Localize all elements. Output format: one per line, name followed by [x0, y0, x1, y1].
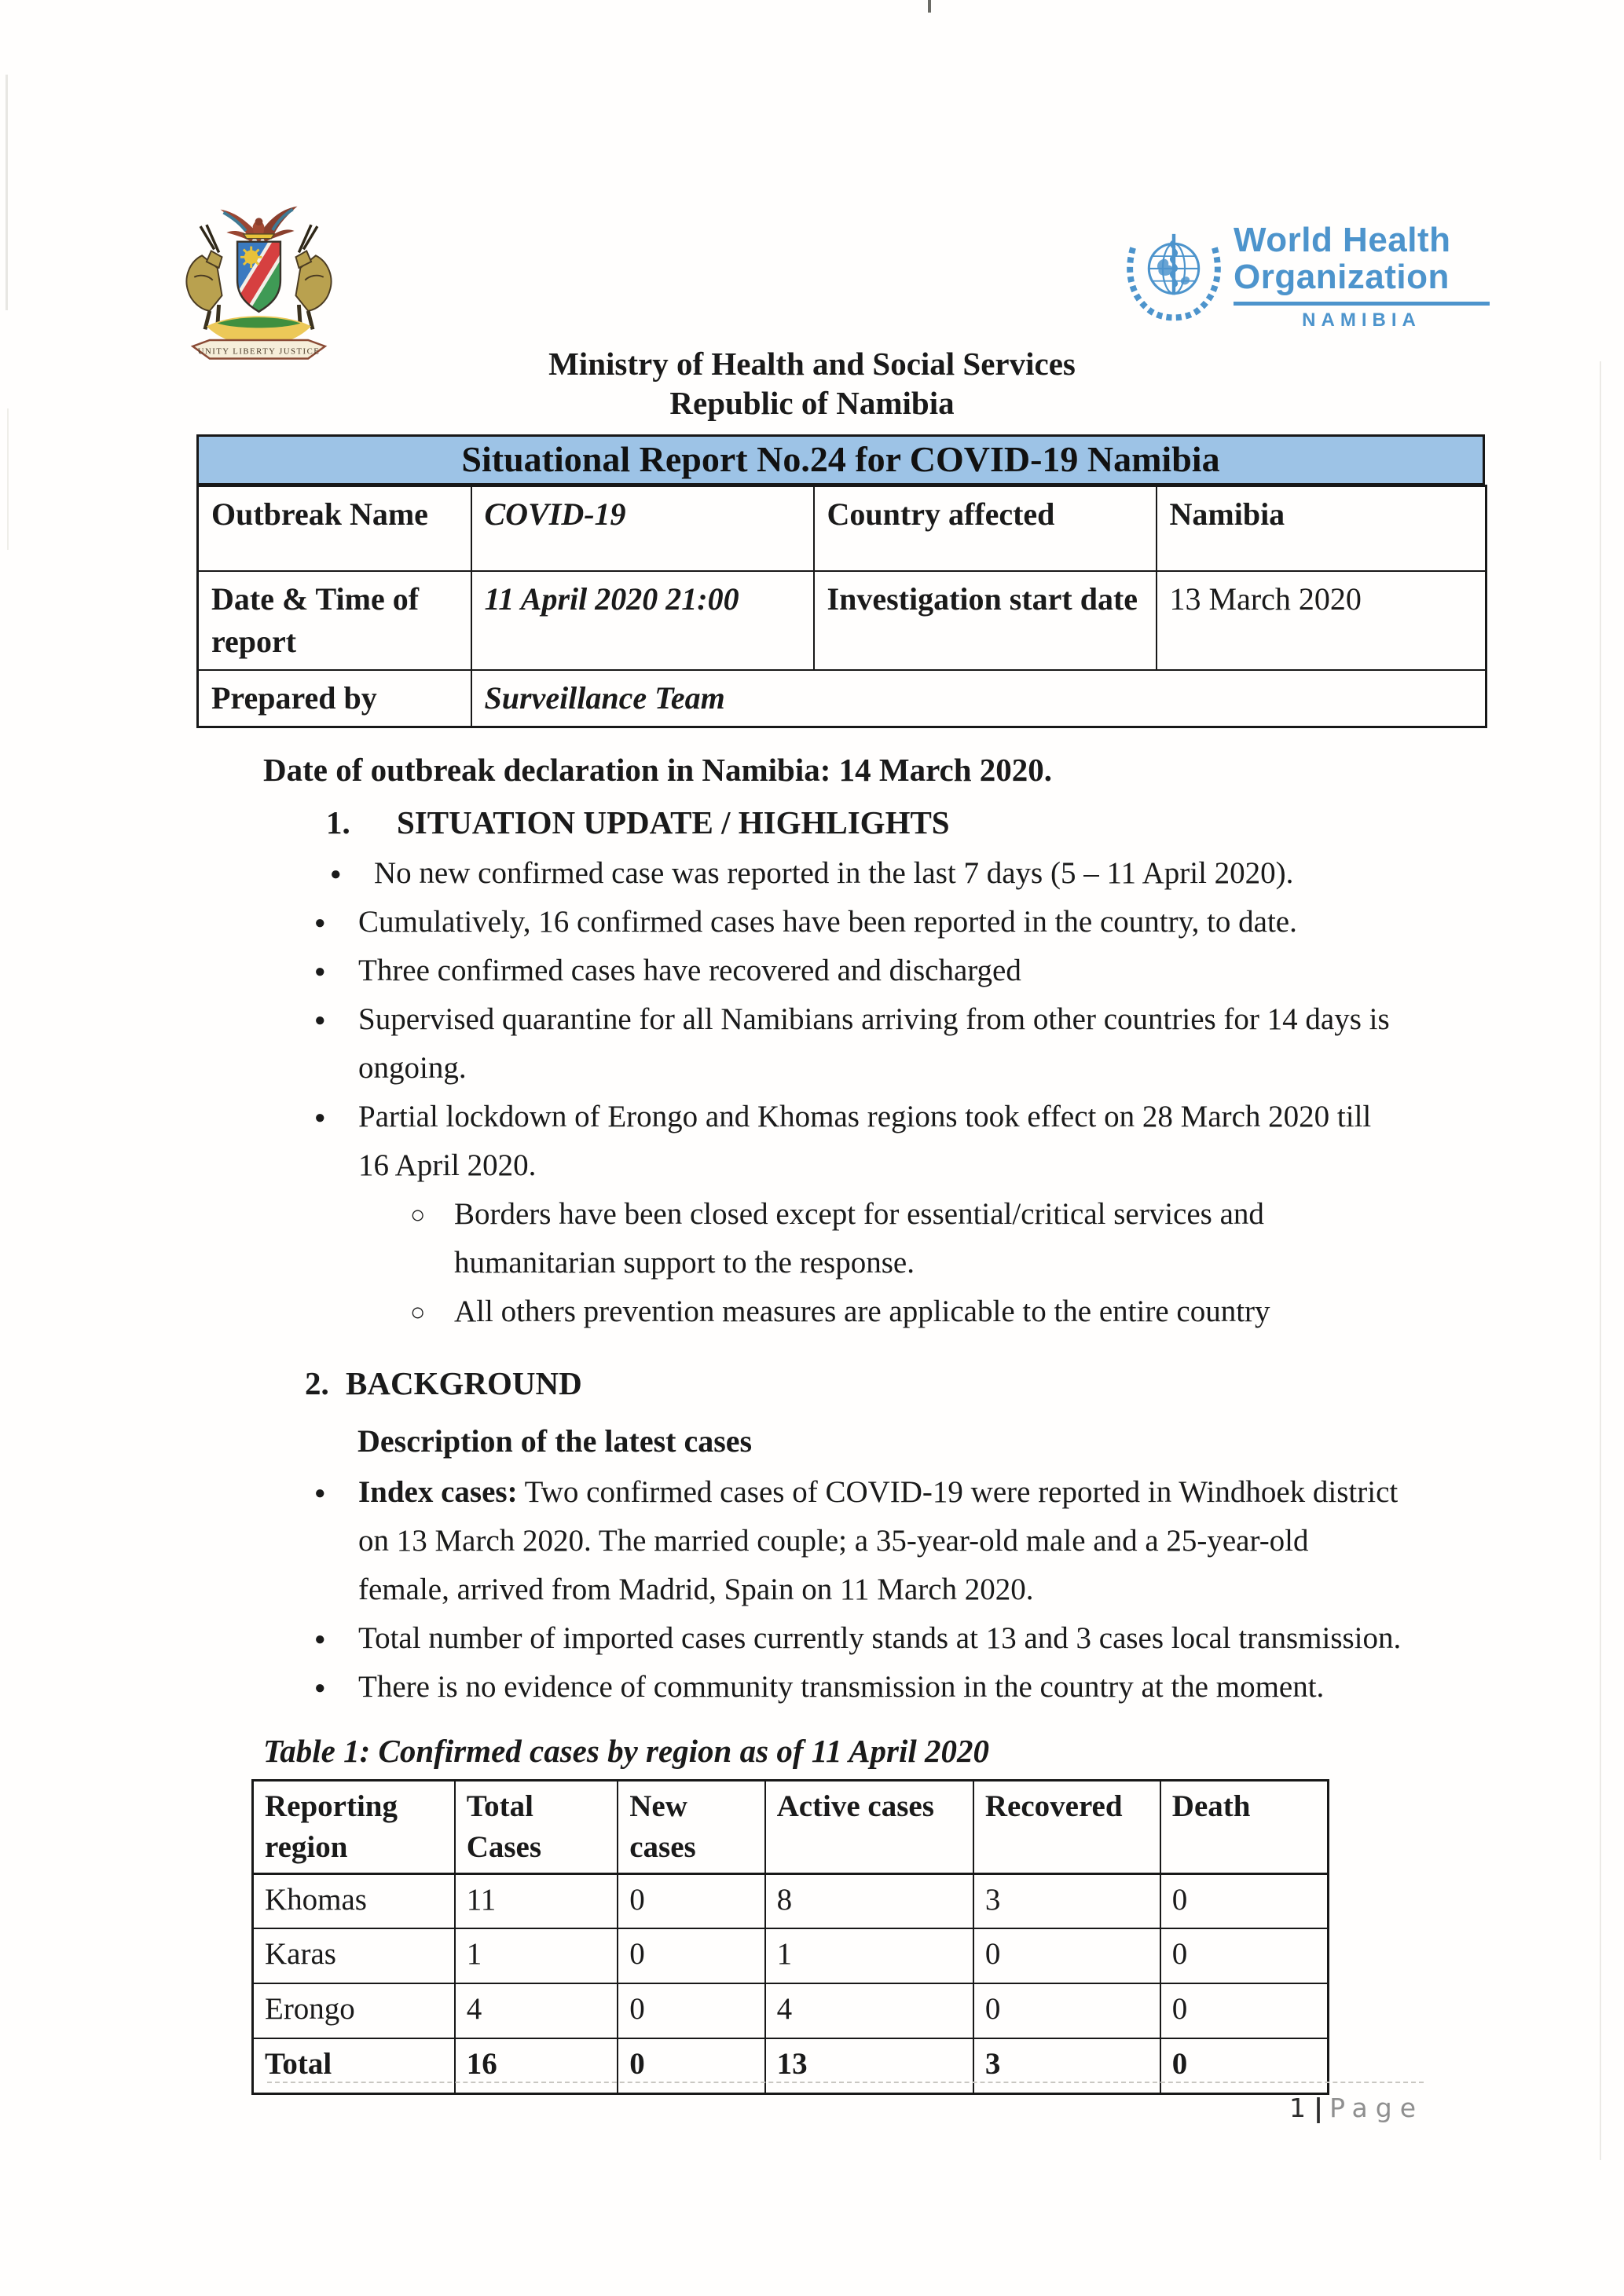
list-item [313, 1468, 1406, 1614]
col-header-active-cases: Active cases [765, 1780, 973, 1873]
cell-death: 0 [1160, 1928, 1329, 1983]
col-header-new-cases: New cases [618, 1780, 764, 1873]
ministry-line1: Ministry of Health and Social Services [548, 346, 1076, 382]
table-row [253, 1983, 1329, 2038]
index-cases-text: Two confirmed cases of COVID-19 were reported in Windhoek district on 13 March 2020. The married couple; a 35-year-old male and a 25-year-old female, arrived from Madrid, Spain on 11 March 2020. [358, 1474, 1399, 1606]
table1-caption: Table 1: Confirmed cases by region as of 11 April 2020 [263, 1732, 990, 1769]
list-item: ● Cumulatively, 16 confirmed cases have been reported in the country, to date. [313, 898, 1406, 947]
cell-recovered: 0 [973, 1983, 1160, 2038]
section2-number: 2. [305, 1364, 329, 1401]
background-list [0, 1468, 1624, 1712]
list-item: ● Supervised quarantine for all Namibians arriving from other countries for 14 days is ongoing. [313, 995, 1406, 1093]
cell-active: 4 [765, 1983, 973, 2038]
list-item: ● Total number of imported cases currently stands at 13 and 3 cases local transmission. [313, 1614, 1406, 1663]
page-footer-separator: | [1314, 2093, 1324, 2123]
table-header-row [253, 1780, 1329, 1873]
cell-total: 1 [455, 1928, 618, 1983]
cell-death: 0 [1160, 1983, 1329, 2038]
list-item-text: Partial lockdown of Erongo and Khomas regions took effect on 28 March 2020 till 16 April 2020. [358, 1099, 1372, 1182]
info-value-country-affected: Namibia [1157, 486, 1487, 571]
info-value-date-time: 11 April 2020 21:00 [471, 571, 814, 670]
who-wordmark-line1: World Health [1234, 221, 1451, 259]
who-country-label: NAMIBIA [1302, 309, 1421, 331]
table-row [253, 1928, 1329, 1983]
list-item: ○ All others prevention measures are applicable to the entire country [410, 1287, 1362, 1336]
list-item: ● Three confirmed cases have recovered and discharged [313, 947, 1406, 995]
cell-total: 16 [455, 2038, 618, 2093]
cell-new: 0 [618, 1983, 764, 2038]
section2-heading [305, 1363, 1624, 1404]
who-underline [1234, 302, 1490, 306]
page-footer [0, 2093, 1424, 2123]
scan-artifact-top-tick [928, 0, 931, 13]
info-value-prepared-by: Surveillance Team [471, 670, 1487, 727]
coat-of-arms-motto: UNITY LIBERTY JUSTICE [197, 346, 321, 357]
report-info-table [196, 485, 1487, 728]
info-label-investigation-start: Investigation start date [814, 571, 1157, 670]
ministry-line2: Republic of Namibia [669, 385, 955, 421]
list-item: ● There is no evidence of community transmission in the country at the moment. [313, 1663, 1406, 1712]
cell-death: 0 [1160, 1873, 1329, 1928]
list-item: ● No new confirmed case was reported in the last 7 days (5 – 11 April 2020). [313, 849, 1406, 898]
who-globe-icon [1122, 222, 1226, 338]
cell-new: 0 [618, 1928, 764, 1983]
cell-new: 0 [618, 2038, 764, 2093]
situation-update-list [0, 849, 1624, 1336]
page-label: Page [1329, 2093, 1424, 2123]
col-header-reporting-region: Reporting region [253, 1780, 455, 1873]
outbreak-declaration: Date of outbreak declaration in Namibia: 14 March 2020. [263, 751, 1053, 788]
cell-active: 13 [765, 2038, 973, 2093]
cell-recovered: 0 [973, 1928, 1160, 1983]
list-item: ○ Borders have been closed except for essential/critical services and humanitarian support to the response. [410, 1190, 1362, 1287]
info-label-country-affected: Country affected [814, 486, 1157, 571]
cell-region: Erongo [253, 1983, 455, 2038]
col-header-total-cases: Total Cases [455, 1780, 618, 1873]
cell-region: Khomas [253, 1873, 455, 1928]
who-logo [1122, 222, 1490, 338]
info-label-outbreak-name: Outbreak Name [198, 486, 471, 571]
scan-artifact-right-edge [1600, 361, 1601, 2160]
who-wordmark-line2: Organization [1234, 258, 1450, 296]
table-row [198, 486, 1487, 571]
lockdown-sub-list [358, 1190, 1406, 1336]
col-header-recovered: Recovered [973, 1780, 1160, 1873]
section2-title: BACKGROUND [346, 1364, 582, 1401]
cell-recovered: 3 [973, 2038, 1160, 2093]
cell-active: 1 [765, 1928, 973, 1983]
cell-recovered: 3 [973, 1873, 1160, 1928]
list-item [313, 1093, 1406, 1336]
info-value-investigation-start: 13 March 2020 [1157, 571, 1487, 670]
col-header-death: Death [1160, 1780, 1329, 1873]
cell-region: Total [253, 2038, 455, 2093]
table-row-total [253, 2038, 1329, 2093]
info-label-prepared-by: Prepared by [198, 670, 471, 727]
cell-total: 11 [455, 1873, 618, 1928]
scan-artifact-left-edge [5, 75, 8, 310]
cell-total: 4 [455, 1983, 618, 2038]
cell-death: 0 [1160, 2038, 1329, 2093]
cell-region: Karas [253, 1928, 455, 1983]
report-title-banner: Situational Report No.24 for COVID-19 Namibia [196, 434, 1485, 485]
index-cases-lead: Index cases: [358, 1474, 518, 1509]
page-number: 1 [1289, 2093, 1307, 2123]
section1-title: SITUATION UPDATE / HIGHLIGHTS [397, 804, 950, 840]
section1-heading [326, 802, 1624, 843]
info-label-date-time: Date & Time of report [198, 571, 471, 670]
section1-number: 1. [326, 804, 350, 840]
cell-active: 8 [765, 1873, 973, 1928]
cell-new: 0 [618, 1873, 764, 1928]
table-row [253, 1873, 1329, 1928]
latest-cases-subheading: Description of the latest cases [357, 1423, 753, 1459]
footer-divider [267, 2082, 1424, 2083]
scan-artifact-left-edge-2 [7, 408, 9, 550]
ministry-heading [0, 344, 1624, 423]
confirmed-cases-table [251, 1779, 1329, 2095]
table-row [198, 670, 1487, 727]
info-value-outbreak-name: COVID-19 [471, 486, 814, 571]
table-row [198, 571, 1487, 670]
